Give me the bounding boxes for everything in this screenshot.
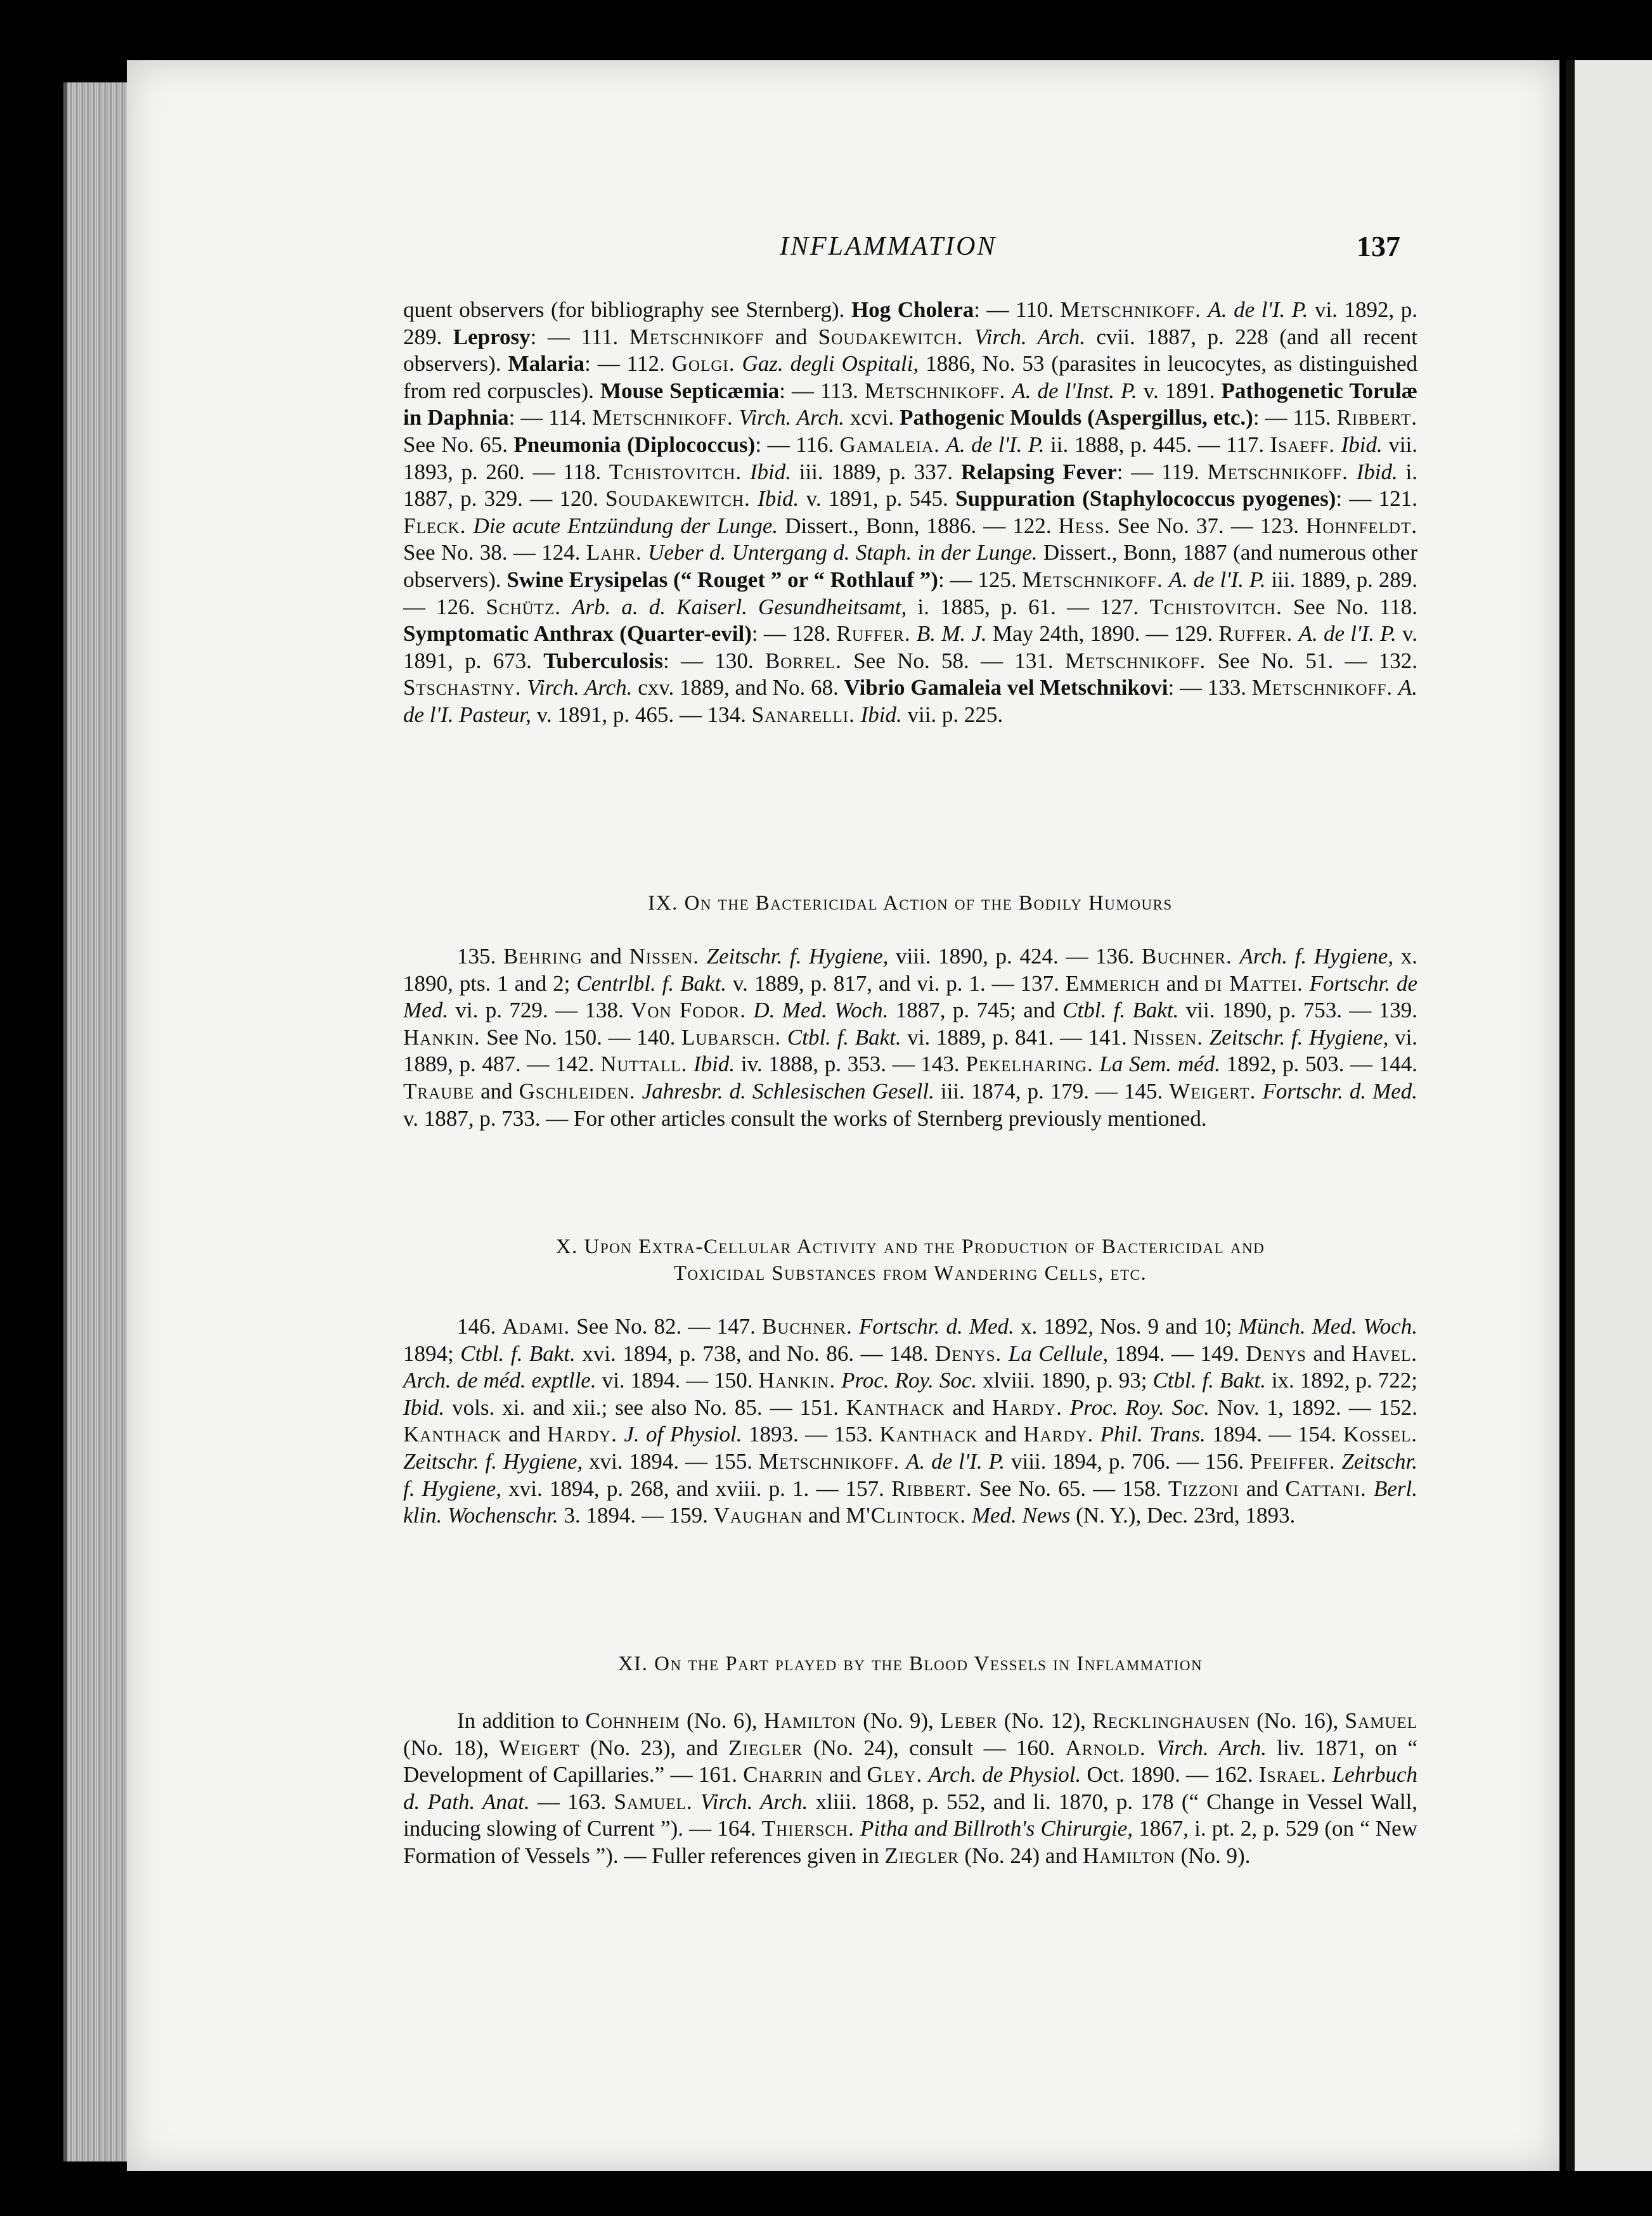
text-run — [693, 1789, 700, 1814]
text-run: (No. 6), — [680, 1708, 765, 1733]
author-name: Lubarsch. — [681, 1024, 782, 1050]
text-run: viii. 1894, p. 706. — 156. — [1005, 1448, 1251, 1474]
journal-title: Münch. Med. Woch. — [1238, 1314, 1418, 1339]
text-run — [855, 1816, 860, 1841]
author-name: Lahr. — [586, 540, 642, 565]
journal-title: Proc. Roy. Soc. — [841, 1368, 978, 1393]
text-run: cvii. 1887, p. 228 (and all recent observers). — [403, 324, 1418, 377]
author-name: Metschnikoff. — [864, 378, 1006, 403]
text-run: ii. 1888, p. 445. — 117. — [1044, 432, 1270, 457]
author-name: Tizzoni — [1168, 1476, 1239, 1501]
text-run: (No. 16), — [1249, 1708, 1345, 1733]
author-name: Pfeiffer. — [1250, 1448, 1336, 1474]
section-xi-title: XI. On the Part played by the Blood Vessels in Inflammation — [617, 1652, 1203, 1675]
author-name: Israel. — [1258, 1762, 1327, 1788]
journal-title: J. of Physiol. — [624, 1422, 742, 1447]
paragraph — [403, 1708, 1417, 1870]
author-name: Recklinghausen — [1092, 1708, 1250, 1733]
journal-title: D. Med. Woch. — [753, 998, 889, 1023]
text-run: Dissert., Bonn, 1887 (and numerous other observers). — [403, 540, 1418, 592]
author-name: Hankin. — [758, 1368, 836, 1393]
author-name: Arnold. — [1065, 1735, 1146, 1760]
author-name: Denys — [1246, 1341, 1307, 1366]
journal-title: Proc. Roy. Soc. — [1069, 1395, 1210, 1420]
author-name: Behring — [503, 944, 583, 969]
text-run: (No. 12), — [997, 1708, 1093, 1733]
section-ix-title: IX. On the Bactericidal Action of the Bodily Humours — [648, 892, 1173, 915]
text-run: vi. 1894. — 150. — [596, 1368, 759, 1393]
author-name: Hohnfeldt. — [1306, 513, 1418, 538]
text-run: Dissert., Bonn, 1886. — 122. — [778, 513, 1059, 538]
text-run — [911, 621, 917, 646]
journal-title: Ibid. — [1356, 459, 1398, 484]
text-run — [561, 595, 572, 619]
journal-title: Fortschr. d. Med. — [858, 1314, 1014, 1339]
author-name: M'Clintock. — [846, 1503, 967, 1528]
journal-title: Berl. klin. Wochenschr. — [403, 1476, 1418, 1528]
text-run: : — 111. — [530, 324, 629, 349]
text-run: x. 1892, Nos. 9 and 10; — [1014, 1314, 1239, 1339]
text-run: v. 1887, p. 733. — For other articles consult the works of Sternberg previously mentioned. — [403, 1105, 1207, 1131]
text-run — [1203, 1025, 1210, 1050]
text-run — [1393, 675, 1398, 700]
section-x-title-line2: Toxicidal Substances from Wandering Cells, etc. — [673, 1262, 1147, 1285]
author-name: Metschnikoff. — [1251, 675, 1393, 700]
journal-title: Ibid. — [403, 1395, 445, 1420]
text-run: xliii. 1868, p. 552, and li. 1870, p. 178 (“ Change in Vessel Wall, inducing slowing of Current ”). — 164. — [403, 1789, 1418, 1841]
text-run: 1894; — [403, 1341, 461, 1366]
text-run — [1232, 944, 1240, 969]
journal-title: B. M. J. — [916, 621, 987, 647]
text-run — [1336, 1449, 1342, 1474]
text-run: i. 1885, p. 61. — 127. — [907, 594, 1150, 619]
text-run: In addition to — [457, 1708, 586, 1733]
text-run: : — 125. — [938, 567, 1023, 592]
text-run: and — [823, 1762, 867, 1788]
author-name: Metschnikoff — [629, 324, 765, 349]
journal-title: Ibid. — [860, 702, 902, 727]
author-name: Schütz. — [486, 594, 561, 619]
text-run — [467, 513, 474, 538]
journal-title: Ueber d. Untergang d. Staph. in der Lunge. — [648, 540, 1038, 565]
author-name: Buchner. — [1141, 944, 1232, 969]
text-run — [687, 1052, 694, 1076]
text-run: (No. 23), and — [579, 1735, 729, 1760]
text-run — [1094, 1422, 1100, 1446]
text-run — [781, 1025, 787, 1050]
bold-heading: Mouse Septicæmia — [600, 378, 780, 403]
text-run: : — 113. — [779, 378, 865, 403]
author-name: Metschnikoff. — [592, 405, 733, 430]
text-run: x. 1890, pts. 1 and 2; — [403, 944, 1417, 996]
text-run: : — 114. — [508, 405, 593, 430]
author-name: Hardy. — [546, 1422, 617, 1447]
text-run: xlviii. 1890, p. 93; — [977, 1368, 1153, 1393]
author-name: Von Fodor. — [631, 998, 746, 1023]
bold-heading: Pathogenic Moulds (Aspergillus, etc.) — [900, 405, 1253, 430]
text-run: and — [764, 324, 818, 349]
text-run: 3. 1894. — 159. — [558, 1503, 714, 1528]
journal-title: Fortschr. d. Med. — [1262, 1078, 1418, 1104]
author-name: Sanarelli. — [751, 702, 855, 727]
text-run — [855, 702, 861, 727]
text-run: vi. p. 729. — 138. — [448, 998, 631, 1023]
bold-heading: Pneumonia (Diplococcus) — [513, 432, 756, 457]
text-run: v. 1891. — [1137, 378, 1222, 403]
author-name: Buchner. — [761, 1314, 853, 1339]
journal-title: Virch. Arch. — [527, 675, 633, 700]
text-run: See No. 51. — 132. — [1206, 648, 1418, 673]
text-run: See No. 118. — [1282, 594, 1418, 619]
section-xi-references — [403, 1708, 1417, 1870]
text-run — [746, 998, 753, 1022]
facing-page-edge — [1566, 60, 1652, 2171]
text-run — [751, 486, 758, 511]
paragraph — [403, 1313, 1417, 1530]
journal-title: La Sem. méd. — [1099, 1052, 1220, 1077]
text-run: vi. 1889, p. 487. — 142. — [403, 1024, 1418, 1077]
text-run: vi. 1892, p. 289. — [403, 297, 1417, 349]
text-run: and — [803, 1503, 846, 1528]
text-run — [853, 1314, 859, 1339]
author-name: Charrin — [743, 1762, 823, 1788]
text-run — [1005, 378, 1012, 403]
author-name: Cattani. — [1285, 1476, 1367, 1501]
text-run: ix. 1892, p. 722; — [1265, 1368, 1418, 1393]
text-run: vols. xi. and xii.; see also No. 85. — 151. — [444, 1395, 846, 1420]
text-run — [1335, 432, 1341, 457]
author-name: Havel. — [1352, 1341, 1417, 1366]
author-name: Kanthack — [846, 1395, 945, 1420]
author-name: Emmerich — [1065, 970, 1160, 996]
author-name: Cohnheim — [585, 1708, 680, 1733]
author-name: di Mattei. — [1204, 970, 1303, 996]
author-name: Ruffer. — [836, 621, 911, 647]
journal-title: A. de l'I. P. — [1298, 621, 1397, 647]
journal-title: A. de l'Inst. P. — [1012, 378, 1137, 403]
text-run: : — 112. — [584, 351, 672, 377]
journal-title: Gaz. degli Ospitali, — [742, 351, 919, 377]
author-name: Fleck. — [403, 513, 467, 538]
text-run: and — [1306, 1341, 1352, 1366]
author-name: Leber — [940, 1708, 998, 1733]
text-run: (No. 9), — [856, 1708, 941, 1733]
journal-title: Ibid. — [758, 486, 799, 512]
author-name: Denys. — [934, 1341, 1002, 1366]
journal-title: Ctbl. f. Bakt. — [1152, 1368, 1266, 1393]
text-run: See No. 65. — 158. — [972, 1476, 1168, 1501]
text-run: See No. 82. — 147. — [570, 1314, 762, 1339]
author-name: Nissen. — [629, 944, 700, 969]
journal-title: Zeitschr. f. Hygiene, — [403, 1448, 583, 1474]
paragraph — [403, 943, 1417, 1132]
text-run: liv. 1871, on “ Development of Capillaries.” — 161. — [403, 1735, 1417, 1788]
journal-title: Arb. a. d. Kaiserl. Gesundheitsamt, — [572, 594, 907, 619]
author-name: Metschnikoff. — [1064, 648, 1206, 673]
text-run — [742, 460, 750, 484]
text-run — [1201, 297, 1208, 322]
author-name: Samuel — [1345, 1708, 1417, 1733]
author-name: Isaeff. — [1270, 432, 1336, 457]
text-run: : — 128. — [751, 621, 837, 647]
text-run: 1894. — 149. — [1108, 1341, 1246, 1366]
author-name: Kanthack — [403, 1422, 502, 1447]
author-name: Hess. — [1058, 513, 1111, 538]
text-run: iii. 1889, p. 289. — 126. — [403, 567, 1417, 619]
journal-title: Ibid. — [694, 1052, 735, 1077]
journal-title: Med. News — [971, 1503, 1071, 1528]
author-name: Vaughan — [713, 1503, 803, 1528]
text-run — [1293, 621, 1298, 646]
section-x-title — [403, 1234, 1417, 1287]
text-run: (No. 24), consult — 160. — [803, 1735, 1066, 1760]
author-name: Tchistovitch. — [1149, 594, 1282, 619]
journal-title: Virch. Arch. — [739, 405, 845, 430]
author-name: Soudakewitch. — [605, 486, 751, 512]
text-run: : — 133. — [1168, 675, 1252, 700]
text-run: xvi. 1894, p. 738, and No. 86. — 148. — [575, 1341, 935, 1366]
author-name: Gamaleia. — [839, 432, 940, 457]
author-name: Ribbert. — [1336, 405, 1417, 430]
text-run: See No. 58. — 131. — [841, 648, 1065, 673]
journal-title: Arch. de méd. exptlle. — [403, 1368, 597, 1393]
journal-title: Virch. Arch. — [700, 1789, 808, 1814]
text-run: and — [1239, 1476, 1286, 1501]
text-run: Oct. 1890. — 162. — [1081, 1762, 1259, 1788]
text-run: 135. — [457, 944, 503, 969]
text-run: v. 1891, p. 545. — [799, 486, 956, 512]
bold-heading: Malaria — [508, 351, 585, 377]
bold-heading: Vibrio Gamaleia vel Metschnikovi — [844, 675, 1168, 700]
text-run: vii. p. 225. — [901, 702, 1003, 727]
journal-title: Ibid. — [749, 459, 791, 484]
text-run: : — 121. — [1336, 486, 1417, 512]
text-run — [617, 1422, 624, 1446]
text-run: cxv. 1889, and No. 68. — [632, 675, 844, 700]
journal-title: Virch. Arch. — [1156, 1735, 1267, 1760]
journal-title: Arch. de Physiol. — [928, 1762, 1081, 1788]
author-name: Hankin. — [403, 1024, 481, 1050]
text-run: vi. 1889, p. 841. — 141. — [901, 1024, 1133, 1050]
journal-title: A. de l'I. P. — [1168, 567, 1266, 592]
author-name: Ziegler — [884, 1843, 959, 1868]
text-run: and — [582, 944, 629, 969]
text-run — [1327, 1762, 1333, 1787]
author-name: Ziegler — [728, 1735, 803, 1760]
author-name: Metschnikoff. — [1060, 297, 1201, 322]
text-run: v. 1889, p. 817, and vi. p. 1. — 137. — [726, 970, 1066, 996]
text-run: See No. 65. — [403, 432, 514, 457]
text-run: See No. 38. — 124. — [403, 540, 586, 565]
author-name: Kanthack — [879, 1422, 978, 1447]
text-run — [735, 351, 742, 376]
text-run: and — [474, 1078, 519, 1104]
author-name: Nuttall. — [600, 1052, 688, 1077]
journal-title: Virch. Arch. — [974, 324, 1085, 349]
bold-heading: Suppuration (Staphylococcus pyogenes) — [955, 486, 1336, 512]
page-number: 137 — [1357, 230, 1400, 262]
journal-title: Phil. Trans. — [1100, 1422, 1206, 1447]
author-name: Gschleiden. — [519, 1078, 636, 1104]
text-run: : — 110. — [974, 297, 1061, 322]
author-name: Borrel. — [765, 648, 842, 673]
text-run: 1893. — 153. — [742, 1422, 880, 1447]
book-edge — [63, 82, 131, 2161]
text-run — [699, 944, 707, 969]
journal-title: La Cellule, — [1008, 1341, 1109, 1366]
text-run: xvi. 1894. — 155. — [583, 1448, 759, 1474]
text-run: 1867, i. pt. 2, p. 529 (on “ New Formation of Vessels ”). — Fuller references given in — [403, 1816, 1417, 1868]
journal-title: Lehrbuch d. Path. Anat. — [403, 1762, 1417, 1814]
text-run: 146. — [457, 1314, 503, 1339]
journal-title: Jahresbr. d. Schlesischen Gesell. — [642, 1078, 934, 1104]
text-run: (No. 9). — [1175, 1843, 1251, 1868]
text-run — [966, 1503, 972, 1528]
bold-heading: Hog Cholera — [851, 297, 974, 322]
text-run: (N. Y.), Dec. 23rd, 1893. — [1070, 1503, 1296, 1528]
author-name: Metschnikoff. — [758, 1448, 900, 1474]
text-run — [836, 1368, 841, 1393]
text-run: and — [945, 1395, 992, 1420]
text-run: and — [1159, 970, 1205, 996]
text-run — [900, 1449, 906, 1474]
journal-title: Zeitschr. f. Hygiene, — [706, 944, 889, 969]
text-run: : — 130. — [662, 648, 765, 673]
text-run — [963, 325, 974, 349]
author-name: Adami. — [502, 1314, 571, 1339]
journal-title: A. de l'I. P. — [906, 1448, 1005, 1474]
text-run — [1094, 1052, 1100, 1076]
journal-title: Zeitschr. f. Hygiene, — [403, 1448, 1417, 1501]
text-run: : — 115. — [1253, 405, 1337, 430]
section-viii-references — [403, 297, 1417, 729]
section-x-references — [403, 1313, 1417, 1530]
bold-heading: Swine Erysipelas (“ Rouget ” or “ Rothlauf ”) — [507, 567, 938, 592]
text-run: See No. 150. — 140. — [480, 1024, 681, 1050]
journal-title: Pitha and Billroth's Chirurgie, — [860, 1816, 1133, 1841]
text-run: (No. 18), — [403, 1735, 500, 1760]
text-run — [1367, 1476, 1374, 1501]
author-name: Stschastny. — [403, 675, 522, 700]
author-name: Ruffer. — [1218, 621, 1293, 647]
section-ix-references — [403, 943, 1417, 1132]
text-run: xvi. 1894, p. 268, and xviii. p. 1. — 157. — [501, 1476, 892, 1501]
author-name: Pekelharing. — [965, 1052, 1094, 1077]
paragraph — [403, 297, 1417, 729]
text-run: i. 1887, p. 329. — 120. — [403, 459, 1417, 512]
text-run: xcvi. — [844, 405, 900, 430]
text-run: and — [978, 1422, 1024, 1447]
journal-title: Ibid. — [1341, 432, 1383, 457]
text-run: : — 116. — [755, 432, 840, 457]
text-run: May 24th, 1890. — 129. — [986, 621, 1219, 647]
journal-title: Arch. f. Hygiene, — [1239, 944, 1394, 969]
journal-title: A. de l'I. P. — [946, 432, 1045, 457]
author-name: Weigert — [499, 1735, 580, 1760]
text-run: vii. 1893, p. 260. — 118. — [403, 432, 1418, 484]
author-name: Soudakewitch. — [818, 324, 964, 349]
journal-title: Zeitschr. f. Hygiene, — [1209, 1024, 1389, 1050]
author-name: Kossel. — [1343, 1422, 1418, 1447]
bold-heading: Pathogenetic Torulæ in Daphnia — [403, 378, 1417, 430]
bold-heading: Symptomatic Anthrax (Quarter-evil) — [403, 621, 752, 647]
text-run: 1887, p. 745; and — [888, 998, 1063, 1023]
journal-title: A. de l'I. P. — [1208, 297, 1308, 322]
text-run: iii. 1874, p. 179. — 145. — [934, 1078, 1170, 1104]
journal-title: Ctbl. f. Bakt. — [1062, 998, 1179, 1023]
author-name: Samuel. — [614, 1789, 693, 1814]
text-run: Nov. 1, 1892. — 152. — [1209, 1395, 1417, 1420]
running-title: INFLAMMATION — [780, 232, 997, 261]
author-name: Hardy. — [991, 1395, 1062, 1420]
author-name: Weigert. — [1169, 1078, 1256, 1104]
text-run: and — [501, 1422, 547, 1447]
author-name: Metschnikoff. — [1022, 567, 1163, 592]
author-name: Golgi. — [671, 351, 735, 377]
author-name: Hamilton — [764, 1708, 856, 1733]
journal-title: Fortschr. de Med. — [403, 970, 1418, 1023]
text-run: v. 1891, p. 673. — [403, 621, 1417, 673]
text-run: (No. 24) and — [958, 1843, 1083, 1868]
text-run: quent observers (for bibliography see Sternberg). — [403, 297, 851, 322]
text-run: viii. 1890, p. 424. — 136. — [888, 944, 1142, 969]
author-name: Traube — [403, 1078, 475, 1104]
author-name: Gley. — [867, 1762, 923, 1788]
bold-heading: Relapsing Fever — [960, 459, 1117, 484]
author-name: Nissen. — [1133, 1024, 1204, 1050]
text-run: 1894. — 154. — [1205, 1422, 1343, 1447]
author-name: Ribbert. — [891, 1476, 972, 1501]
text-run: See No. 37. — 123. — [1110, 513, 1307, 538]
text-run: v. 1891, p. 465. — 134. — [531, 702, 752, 727]
text-run: : — 119. — [1116, 459, 1208, 484]
text-run — [1303, 971, 1310, 996]
author-name: Metschnikoff. — [1207, 459, 1348, 484]
text-run — [642, 540, 648, 565]
text-run: — 163. — [529, 1789, 614, 1814]
text-run — [521, 675, 527, 700]
author-name: Hardy. — [1023, 1422, 1094, 1447]
text-run: 1892, p. 503. — 144. — [1220, 1052, 1418, 1077]
author-name: Thiersch. — [761, 1816, 855, 1841]
text-run: 1886, No. 53 (parasites in leucocytes, as distinguished from red corpuscles). — [403, 351, 1417, 403]
author-name: Hamilton — [1083, 1843, 1175, 1868]
text-run — [733, 405, 739, 430]
section-x-title-line1: X. Upon Extra-Cellular Activity and the Production of Bactericidal and — [555, 1235, 1265, 1258]
journal-title: A. de l'I. Pasteur, — [403, 675, 1418, 727]
author-name: Tchistovitch. — [609, 459, 742, 484]
text-run — [1348, 460, 1357, 484]
text-run — [1002, 1341, 1009, 1366]
text-run — [636, 1079, 642, 1104]
bold-heading: Leprosy — [453, 324, 531, 349]
bold-heading: Tuberculosis — [543, 648, 663, 673]
journal-title: Ctbl. f. Bakt. — [787, 1024, 901, 1050]
text-run — [1163, 567, 1169, 592]
text-run: vii. 1890, p. 753. — 139. — [1178, 998, 1417, 1023]
text-run: iv. 1888, p. 353. — 143. — [735, 1052, 966, 1077]
journal-title: Ctbl. f. Bakt. — [460, 1341, 576, 1366]
text-run — [1146, 1736, 1156, 1760]
text-run: iii. 1889, p. 337. — [791, 459, 961, 484]
journal-title: Centrlbl. f. Bakt. — [576, 970, 726, 996]
journal-title: Die acute Entzündung der Lunge. — [473, 513, 778, 538]
text-run — [1256, 1079, 1262, 1104]
text-run — [1062, 1395, 1070, 1420]
